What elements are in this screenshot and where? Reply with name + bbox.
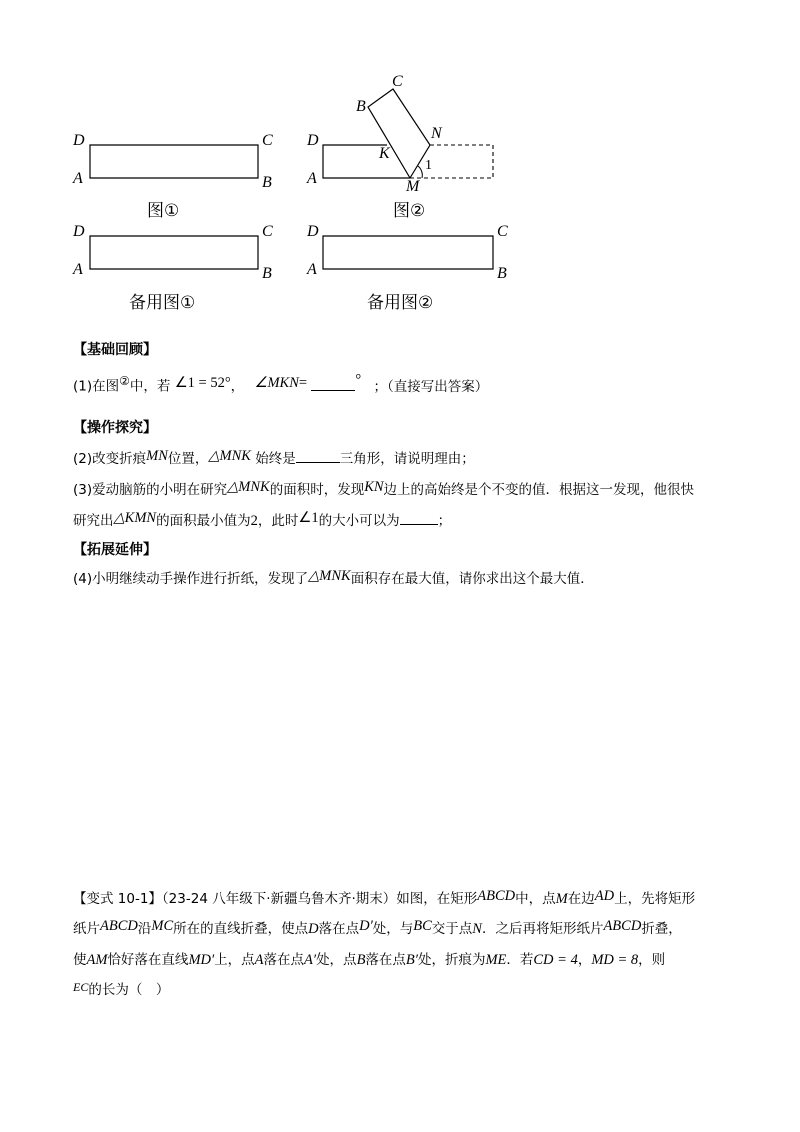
q1-angle1: ∠1 = 52° [174, 374, 231, 391]
variant-line4: EC的长为（ ） [73, 980, 170, 998]
variant-line1: 【变式 10-1】（23-24 八年级下·新疆乌鲁木齐·期末）如图，在矩形ABCD中，点M在边AD上，先将矩形 [73, 888, 696, 907]
fig2-caption: 图② [393, 201, 426, 221]
question-2: (2)改变折痕MN位置，△MNK 始终是 三角形，请说明理由； [73, 448, 475, 467]
q1-angle-mkn: ∠MKN [254, 374, 299, 391]
fig2-label-D: D [307, 132, 319, 149]
fig2-label-M: M [406, 178, 420, 195]
question-1: (1)在图②中，若 ∠1 = 52°， ∠MKN= ° ；（直接写出答案） [73, 371, 489, 395]
fig1-caption: 图① [147, 201, 180, 221]
question-3-line2: 研究出△KMN的面积最小值为2，此时∠1的大小可以为 ； [73, 510, 452, 529]
spare-figure1-rectangle [90, 236, 258, 269]
figure1-rectangle [90, 145, 258, 178]
spare2-label-B: B [497, 265, 507, 282]
variant-line3: 使AM恰好落在直线MD′上，点A落在点A′处，点B落在点B′处，折痕为ME．若CD = 4，MD = 8，则 [73, 952, 666, 968]
fig2-label-C: C [392, 73, 403, 90]
fig2-label-N: N [431, 125, 442, 142]
spare2-label-C: C [497, 223, 508, 240]
fig1-label-D: D [73, 132, 85, 149]
figure2-shape [323, 89, 493, 178]
figures-svg [0, 0, 800, 330]
fig2-label-A: A [307, 170, 317, 187]
q3-answer-blank[interactable] [400, 512, 438, 525]
q1-figure-ref: ② [119, 374, 130, 388]
question-4: (4)小明继续动手操作进行折纸，发现了△MNK面积存在最大值，请你求出这个最大值． [73, 568, 594, 587]
spare2-label-A: A [307, 261, 317, 278]
variant-line2: 纸片ABCD沿MC所在的直线折叠，使点D落在点D′处，与BC交于点N．之后再将矩形纸片ABCD折叠， [73, 918, 682, 937]
fig2-label-K: K [379, 145, 390, 162]
spare1-label-C: C [262, 223, 273, 240]
section3-heading: 【拓展延伸】 [73, 542, 157, 558]
spare1-caption: 备用图① [129, 293, 196, 313]
section1-heading: 【基础回顾】 [73, 342, 157, 358]
fig2-label-1: 1 [425, 158, 432, 173]
q2-answer-blank[interactable] [296, 450, 340, 463]
question-3-line1: (3)爱动脑筋的小明在研究△MNK的面积时，发现KN边上的高始终是个不变的值．根据这一发现，他很快 [73, 479, 695, 498]
spare2-caption: 备用图② [367, 293, 434, 313]
spare1-label-A: A [73, 261, 83, 278]
spare1-label-B: B [262, 265, 272, 282]
fig1-label-A: A [73, 170, 83, 187]
fig2-label-B: B [356, 98, 366, 115]
fig1-label-B: B [262, 174, 272, 191]
fig1-label-C: C [262, 132, 273, 149]
spare2-label-D: D [307, 223, 319, 240]
spare-figure2-rectangle [323, 236, 493, 269]
q1-answer-blank[interactable] [311, 378, 355, 391]
section2-heading: 【操作探究】 [73, 420, 157, 436]
spare1-label-D: D [73, 223, 85, 240]
